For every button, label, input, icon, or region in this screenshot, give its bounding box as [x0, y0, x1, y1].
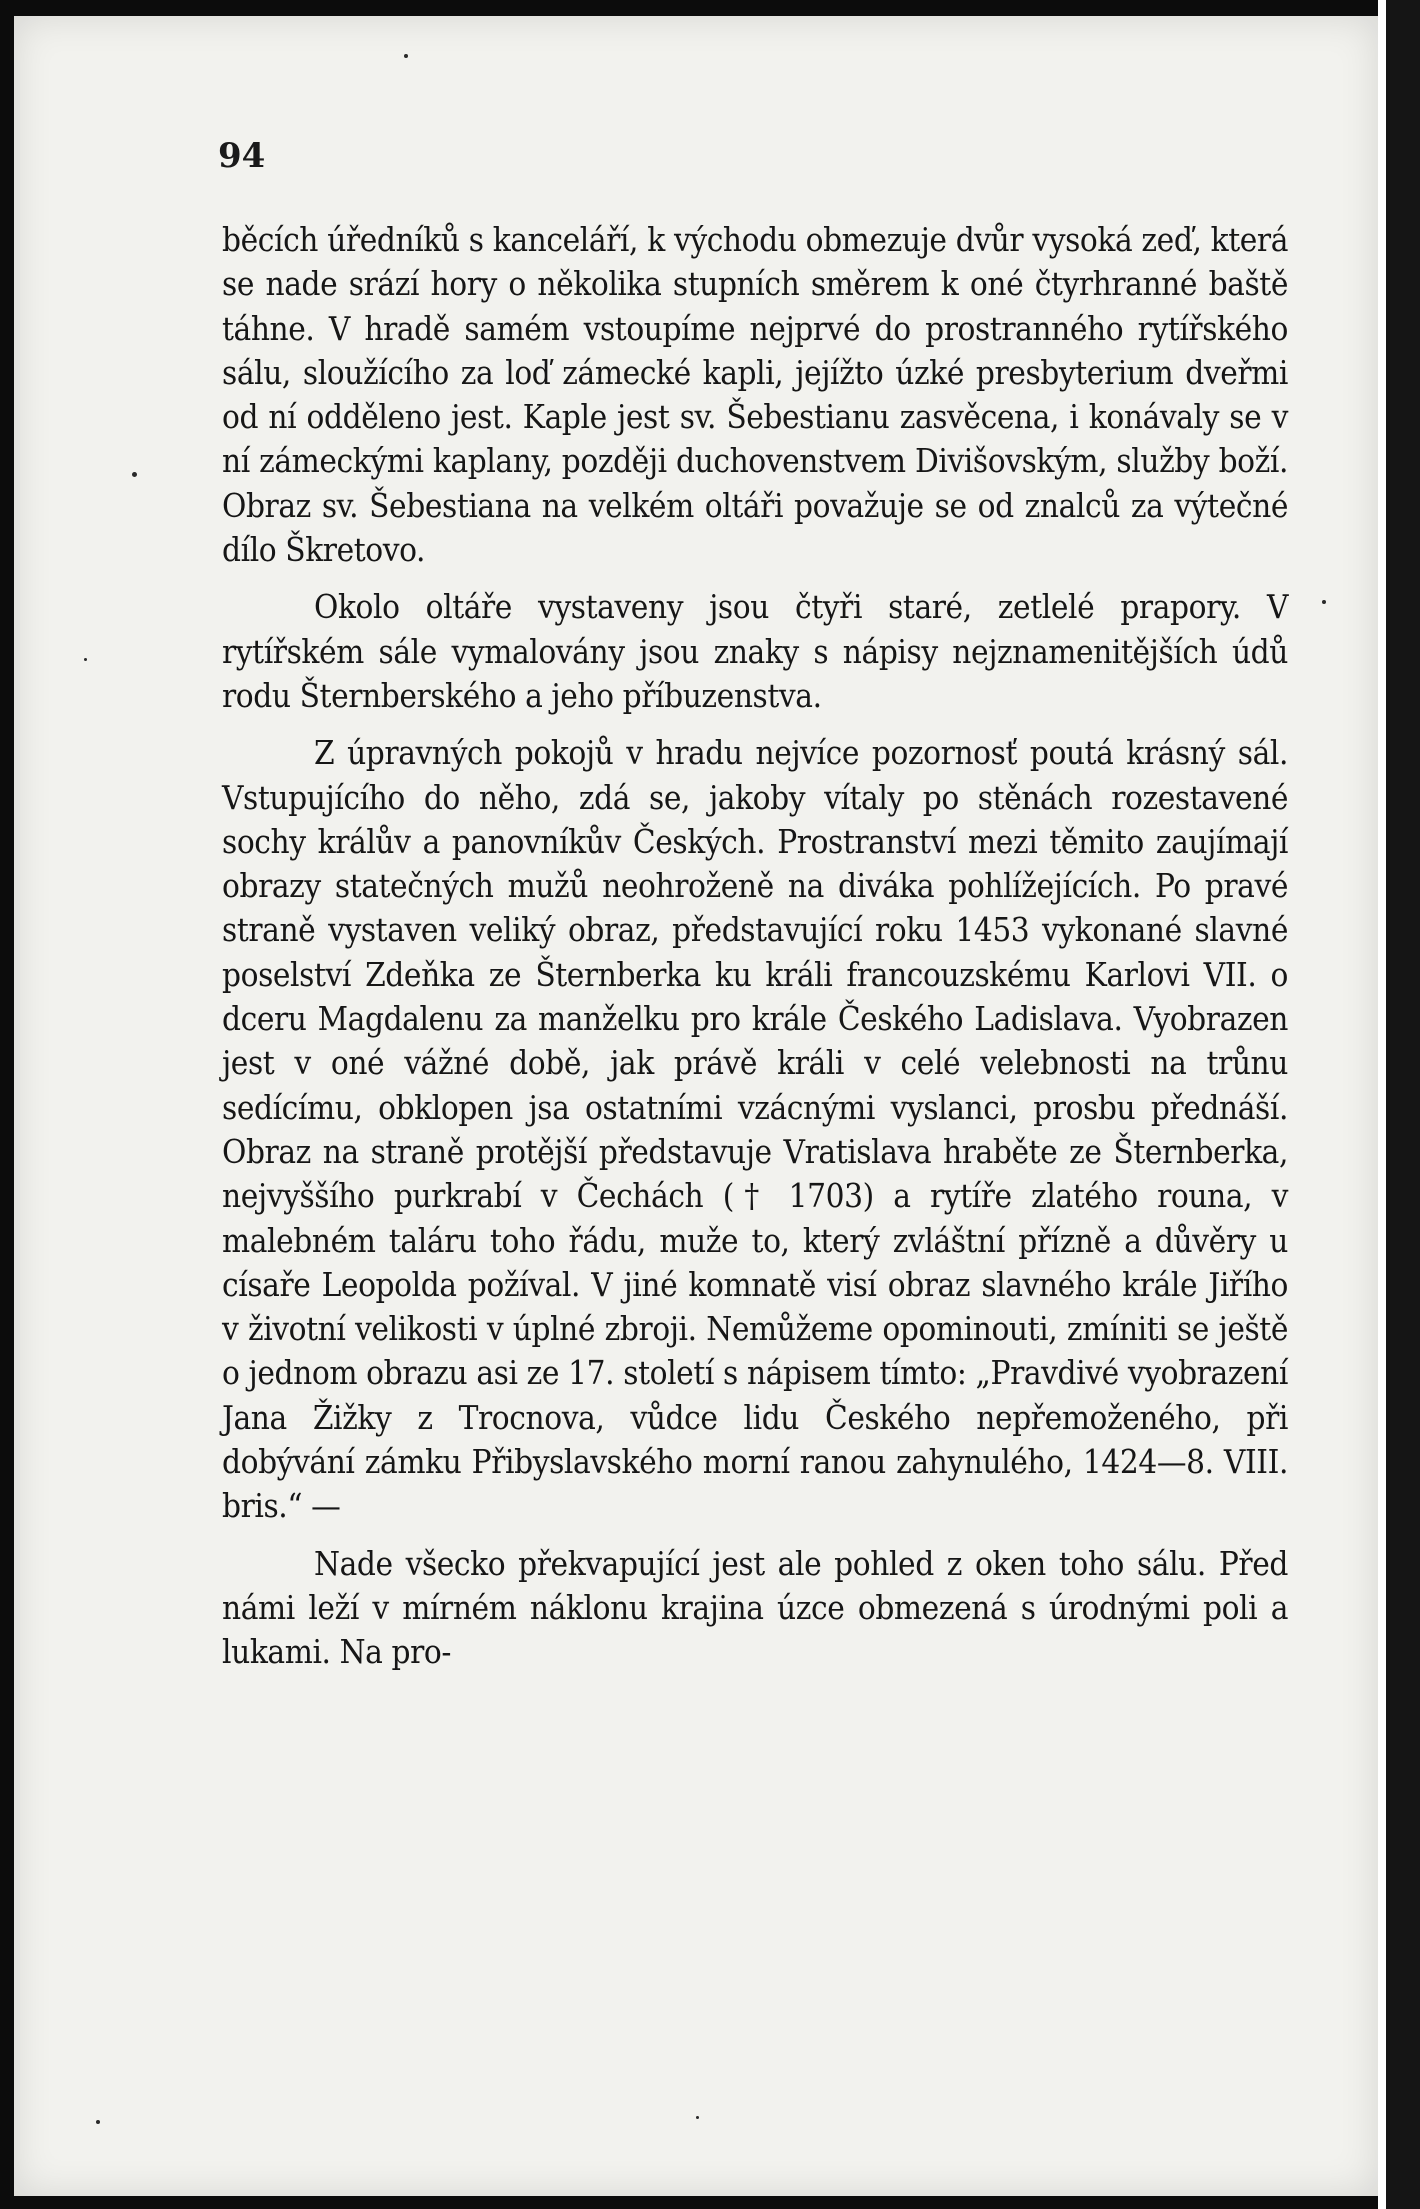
page-number: 94: [218, 136, 266, 176]
scan-speck: [404, 54, 408, 58]
page-edge: [1378, 0, 1386, 2209]
body-text: [222, 218, 1288, 1688]
paragraph-1: běcích úředníků s kanceláří, k východu obmezuje dvůr vysoká zeď, která se nade srází hory o několika stupních směrem k oné čtyrhranné baště táhne. V hradě samém vstoupíme nejprvé do prostranného rytířského sálu, sloužícího za loď zámecké kapli, jejížto úzké presbyterium dveřmi od ní odděleno jest. Kaple jest sv. Šebestianu zasvěcena, i konávaly se v ní zámeckými kaplany, později duchovenstvem Divišovským, služby boží. Obraz sv. Šebestiana na velkém oltáři považuje se od znalců za výtečné dílo Škretovo.: [222, 220, 1288, 570]
scan-speck: [132, 472, 137, 477]
scan-speck: [84, 658, 87, 661]
paragraph-3: Z úpravných pokojů v hradu nejvíce pozornosť poutá krásný sál. Vstupujícího do něho, zdá se, jakoby vítaly po stěnách rozestavené sochy králův a panovníkův Českých. Prostranství mezi těmito zaujímají obrazy statečných mužů neohroženě na diváka pohlížejících. Po pravé straně vystaven veliký obraz, představující roku 1453 vykonané slavné poselství Zdeňka ze Šternberka ku králi francouzskému Karlovi VII. o dceru Magdalenu za manželku pro krále Českého Ladislava. Vyobrazen jest v oné vážné době, jak právě králi v celé velebnosti na trůnu sedícímu, obklopen jsa ostatními vzácnými vyslanci, prosbu přednáší. Obraz na straně protější představuje Vratislava hraběte ze Šternberka, nejvyššího purkrabí v Čechách († 1703) a rytíře zlatého rouna, v malebném taláru toho řádu, muže to, který zvláštní přízně a důvěry u císaře Leopolda požíval. V jiné komnatě visí obraz slavného krále Jiřího v životní velikosti v úplné zbroji. Nemůžeme opominouti, zmíniti se ještě o jednom obrazu asi ze 17. století s nápisem tímto: „Pravdivé vyobrazení Jana Žižky z Trocnova, vůdce lidu Českého nepřemoženého, při dobývání zámku Přibyslavského morní ranou zahynulého, 1424—8. VIII. bris.“ —: [222, 733, 1288, 1526]
scan-border: [1386, 0, 1420, 2209]
scan-speck: [1322, 600, 1326, 604]
paragraph-2: Okolo oltáře vystaveny jsou čtyři staré, zetlelé prapory. V rytířském sále vymalovány jsou znaky s nápisy nejznamenitějších údů rodu Šternberského a jeho příbuzenstva.: [222, 587, 1288, 715]
scan-speck: [696, 2116, 699, 2119]
paragraph-4: Nade všecko překvapující jest ale pohled z oken toho sálu. Před námi leží v mírném náklonu krajina úzce obmezená s úrodnými poli a lukami. Na pro-: [222, 1543, 1288, 1672]
scan-speck: [96, 2120, 100, 2124]
